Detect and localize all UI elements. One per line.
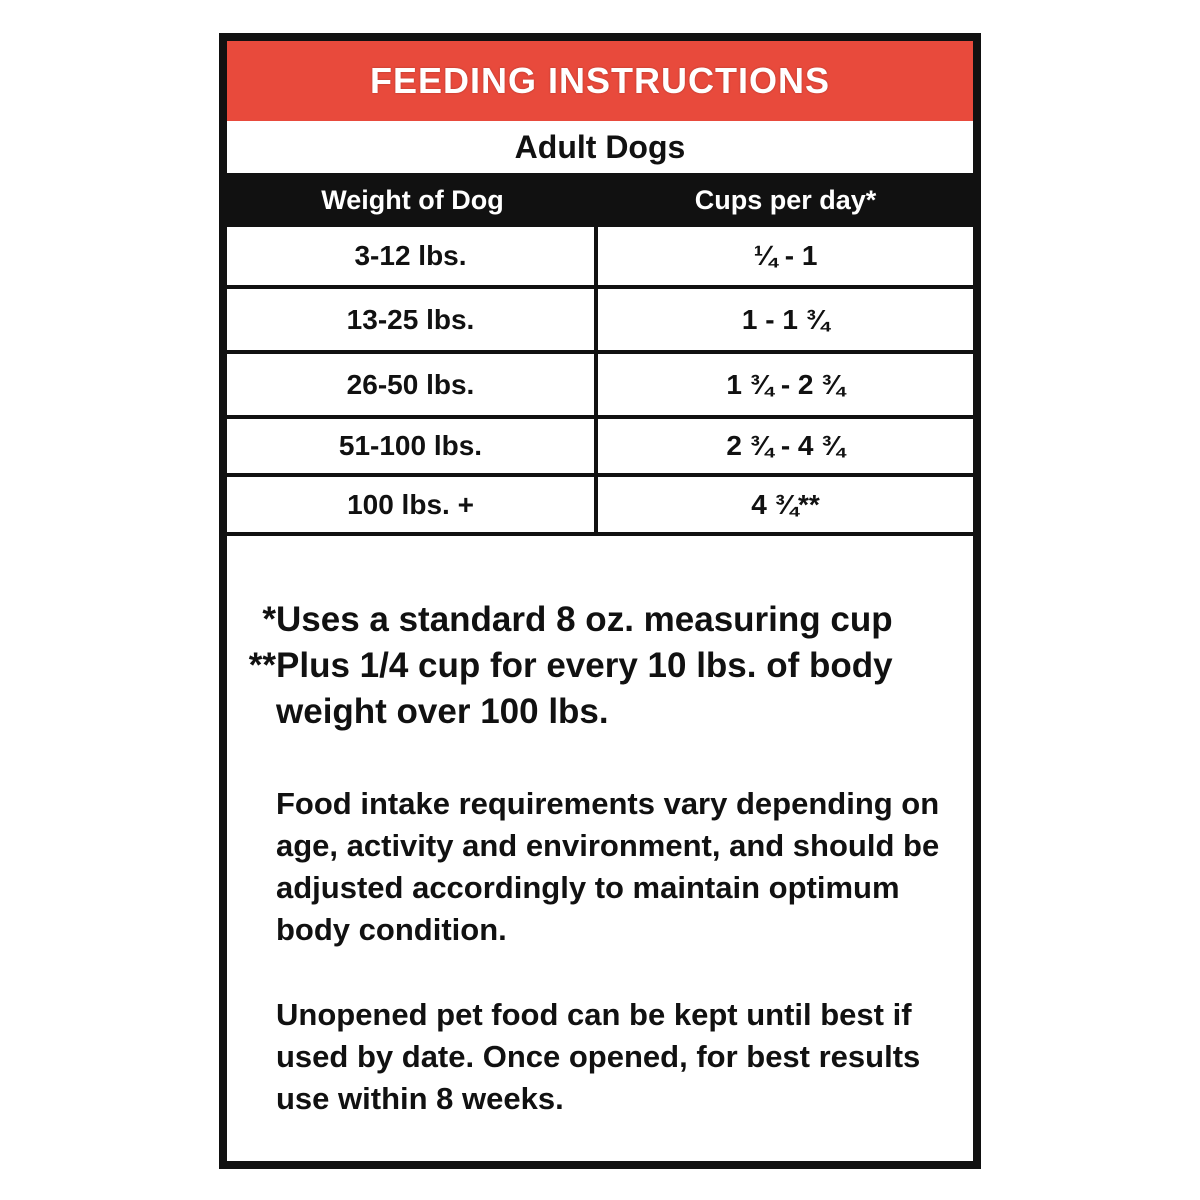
weight-cell: 26-50 lbs.: [227, 354, 598, 415]
cups-cell: 4 ¾**: [751, 488, 820, 520]
page-title: FEEDING INSTRUCTIONS: [369, 60, 830, 101]
footnote-marker: **: [248, 646, 276, 685]
column-header-weight: Weight of Dog: [321, 184, 504, 215]
table-row: [227, 227, 973, 289]
title-banner: [227, 41, 973, 121]
subtitle-row: [227, 121, 973, 173]
subtitle: Adult Dogs: [514, 128, 686, 165]
weight-cell: 3-12 lbs.: [227, 227, 598, 285]
footnote-text: Plus 1/4 cup for every 10 lbs. of body: [276, 646, 893, 685]
cups-cell: 1 - 1 ¾: [741, 303, 830, 335]
table-row: [227, 354, 973, 419]
column-header-cups: Cups per day*: [694, 184, 877, 215]
intake-paragraph: Food intake requirements vary depending on age, activity and environment, and should be adjusted accordingly to maintain optimum body condition.: [276, 786, 940, 947]
table-row: [227, 419, 973, 477]
cups-cell: 2 ¾ - 4 ¾: [726, 430, 845, 461]
feeding-table-body: [227, 227, 973, 536]
table-row: [227, 289, 973, 354]
footnote-text: Uses a standard 8 oz. measuring cup: [276, 600, 893, 639]
table-header: [227, 173, 973, 227]
footnotes: [227, 597, 973, 735]
feeding-instructions-panel: [219, 33, 981, 1169]
footnote-marker: *: [262, 600, 276, 639]
storage-paragraph: Unopened pet food can be kept until best if used by date. Once opened, for best results use within 8 weeks.: [276, 997, 921, 1116]
footnote-extra-cup: [227, 643, 973, 689]
cups-cell: ¼ - 1: [753, 240, 818, 271]
footnote-measuring-cup: [227, 597, 973, 643]
weight-cell: 13-25 lbs.: [227, 289, 598, 350]
table-row: [227, 477, 973, 536]
weight-cell: 51-100 lbs.: [227, 419, 598, 473]
cups-cell: 1 ¾ - 2 ¾: [726, 368, 845, 400]
footnote-continuation: weight over 100 lbs.: [276, 692, 609, 731]
weight-cell: 100 lbs. +: [227, 477, 598, 532]
